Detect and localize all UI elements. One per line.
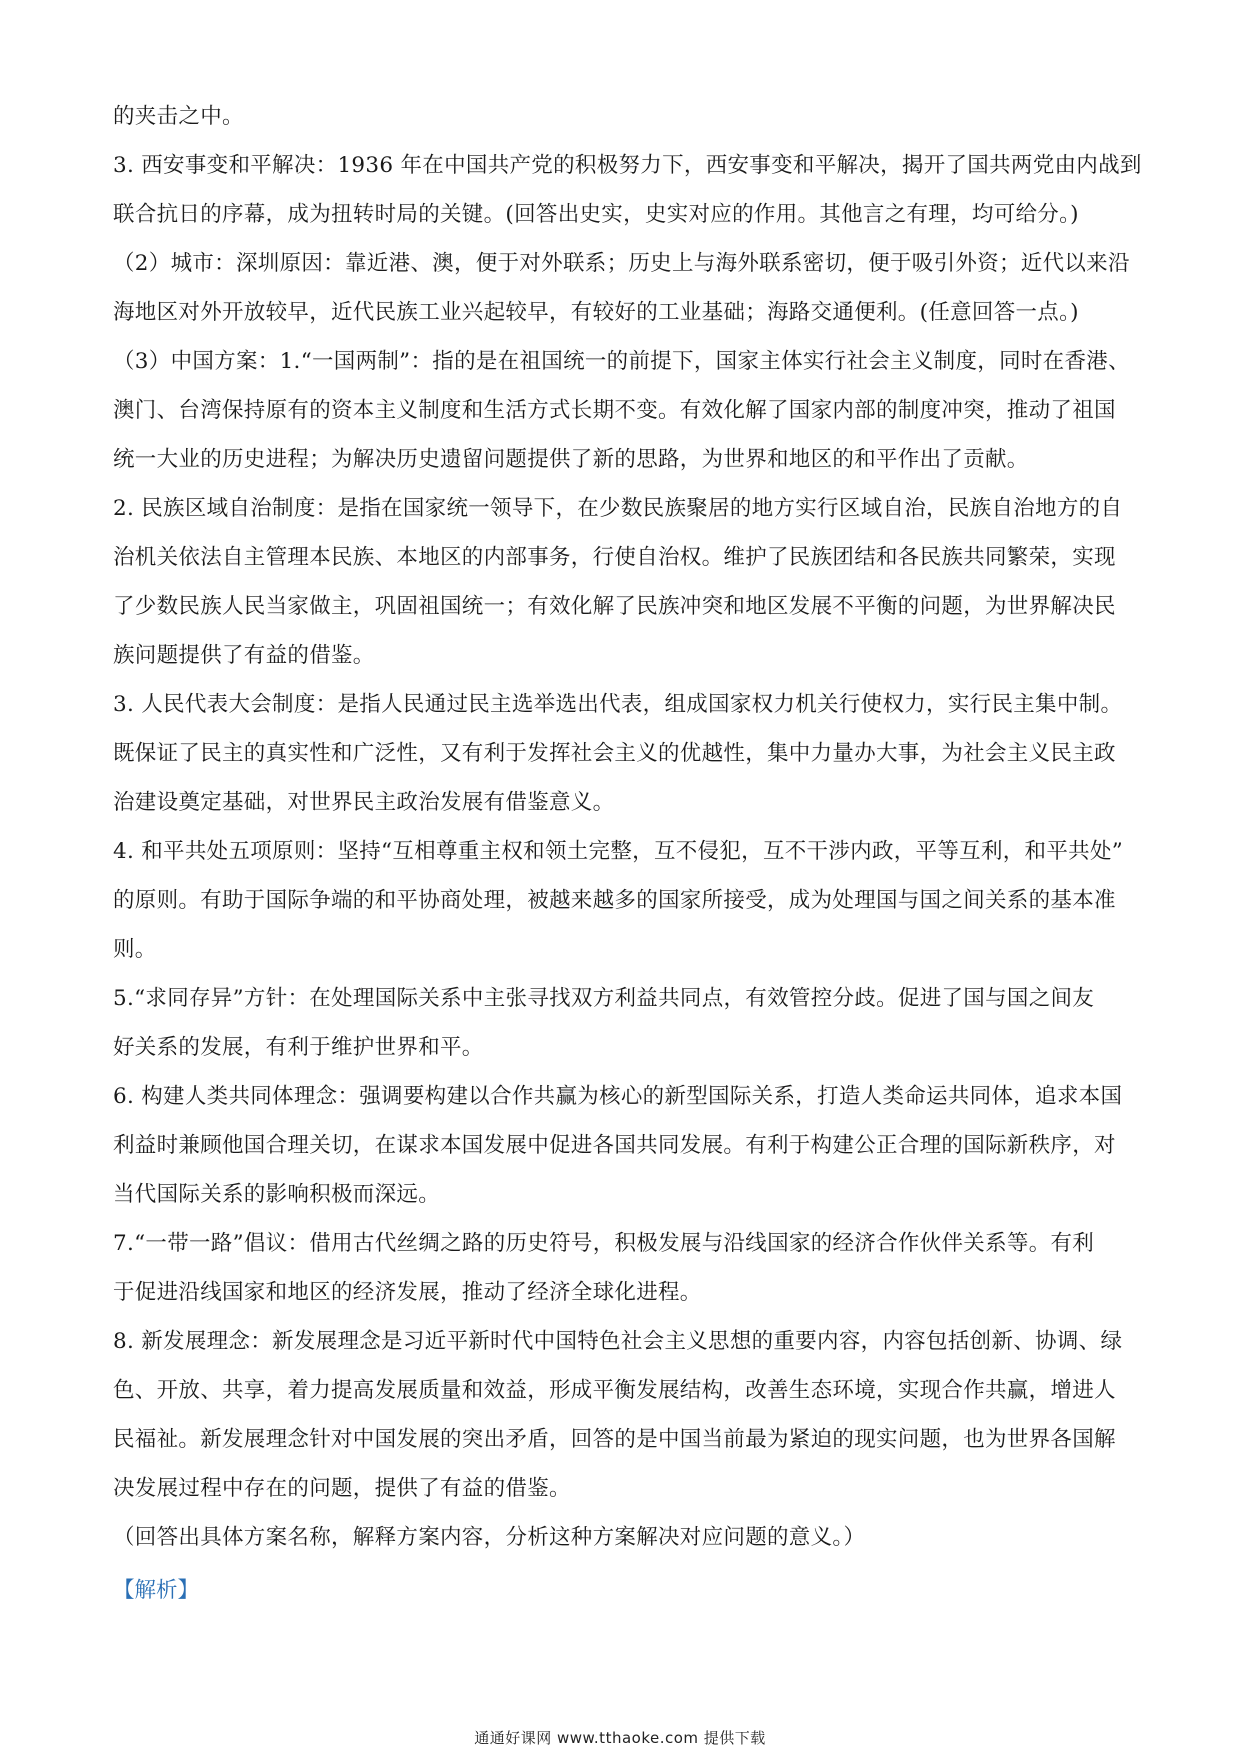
text-line: 3. 西安事变和平解决：1936 年在中国共产党的积极努力下，西安事变和平解决，揭开了国共两党由内战到 (113, 153, 1142, 178)
text-line: 7.“一带一路”倡议：借用古代丝绸之路的历史符号，积极发展与沿线国家的经济合作伙伴关系等。有利 (113, 1231, 1095, 1256)
text-line: 澳门、台湾保持原有的资本主义制度和生活方式长期不变。有效化解了国家内部的制度冲突，推动了祖国 (113, 398, 1116, 423)
text-line: 8. 新发展理念：新发展理念是习近平新时代中国特色社会主义思想的重要内容，内容包括创新、协调、绿 (113, 1329, 1123, 1354)
text-line: 6. 构建人类共同体理念：强调要构建以合作共赢为核心的新型国际关系，打造人类命运共同体，追求本国 (113, 1084, 1123, 1109)
analysis-heading: 【解析】 (113, 1578, 200, 1603)
text-line: （3）中国方案：1.“一国两制”：指的是在祖国统一的前提下，国家主体实行社会主义制度，同时在香港、 (113, 349, 1130, 374)
text-line: 2. 民族区域自治制度：是指在国家统一领导下，在少数民族聚居的地方实行区域自治，民族自治地方的自 (113, 496, 1123, 521)
text-line: （回答出具体方案名称，解释方案内容，分析这种方案解决对应问题的意义。） (113, 1525, 866, 1550)
text-line: 当代国际关系的影响积极而深远。 (113, 1182, 441, 1207)
text-line: 民福祉。新发展理念针对中国发展的突出矛盾，回答的是中国当前最为紧迫的现实问题，也为世界各国解 (113, 1427, 1116, 1452)
text-line: 统一大业的历史进程；为解决历史遗留问题提供了新的思路，为世界和地区的和平作出了贡献。 (113, 447, 1029, 472)
text-line: 族问题提供了有益的借鉴。 (113, 643, 375, 668)
text-line: 既保证了民主的真实性和广泛性，又有利于发挥社会主义的优越性，集中力量办大事，为社会主义民主政 (113, 741, 1116, 766)
text-line: 的原则。有助于国际争端的和平协商处理，被越来越多的国家所接受，成为处理国与国之间关系的基本准 (113, 888, 1116, 913)
text-line: 利益时兼顾他国合理关切，在谋求本国发展中促进各国共同发展。有利于构建公正合理的国际新秩序，对 (113, 1133, 1116, 1158)
text-line: 3. 人民代表大会制度：是指人民通过民主选举选出代表，组成国家权力机关行使权力，实行民主集中制。 (113, 692, 1123, 717)
text-line: 海地区对外开放较早，近代民族工业兴起较早，有较好的工业基础；海路交通便利。(任意回答一点。) (113, 300, 1079, 325)
text-line: 了少数民族人民当家做主，巩固祖国统一；有效化解了民族冲突和地区发展不平衡的问题，为世界解决民 (113, 594, 1116, 619)
text-line: 治机关依法自主管理本民族、本地区的内部事务，行使自治权。维护了民族团结和各民族共同繁荣，实现 (113, 545, 1116, 570)
text-line: （2）城市：深圳原因：靠近港、澳，便于对外联系；历史上与海外联系密切，便于吸引外资；近代以来沿 (113, 251, 1130, 276)
text-line: 的夹击之中。 (113, 104, 244, 129)
page-footer: 通通好课网 www.tthaoke.com 提供下载 (474, 1729, 766, 1747)
text-line: 4. 和平共处五项原则：坚持“互相尊重主权和领土完整，互不侵犯，互不干涉内政，平等互利，和平共处” (113, 839, 1124, 864)
text-line: 联合抗日的序幕，成为扭转时局的关键。(回答出史实，史实对应的作用。其他言之有理，均可给分。) (113, 202, 1079, 227)
text-line: 于促进沿线国家和地区的经济发展，推动了经济全球化进程。 (113, 1280, 702, 1305)
text-line: 色、开放、共享，着力提高发展质量和效益，形成平衡发展结构，改善生态环境，实现合作共赢，增进人 (113, 1378, 1116, 1403)
text-line: 5.“求同存异”方针：在处理国际关系中主张寻找双方利益共同点，有效管控分歧。促进了国与国之间友 (113, 986, 1095, 1011)
text-line: 治建设奠定基础，对世界民主政治发展有借鉴意义。 (113, 790, 615, 815)
text-line: 好关系的发展，有利于维护世界和平。 (113, 1035, 484, 1060)
answer-text (113, 92, 1142, 1615)
text-line: 决发展过程中存在的问题，提供了有益的借鉴。 (113, 1476, 571, 1501)
text-line: 则。 (113, 937, 157, 962)
